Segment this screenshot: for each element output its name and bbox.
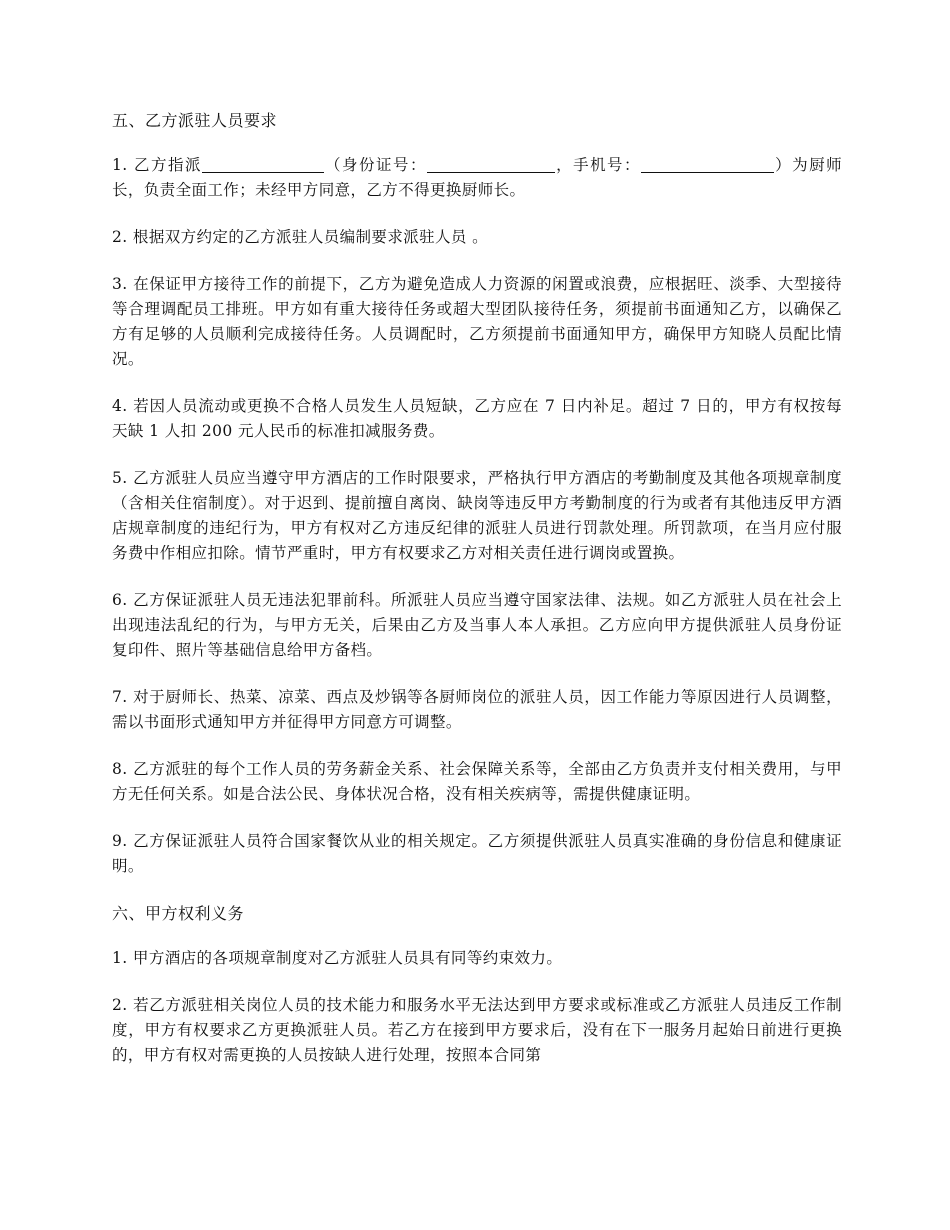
- clause-5-1: [112, 153, 842, 203]
- clause-text: ）为厨师长，负责全面工作；未经甲方同意，乙方不得更换厨师长。: [112, 156, 842, 199]
- document-page: [112, 108, 842, 1090]
- clause-5-7: 7. 对于厨师长、热菜、凉菜、西点及炒锅等各厨师岗位的派驻人员，因工作能力等原因进行人员调整，需以书面形式通知甲方并征得甲方同意方可调整。: [112, 688, 842, 731]
- clause-5-4: 4. 若因人员流动或更换不合格人员发生人员短缺，乙方应在 7 日内补足。超过 7 日的，甲方有权按每天缺 1 人扣 200 元人民币的标准扣减服务费。: [112, 397, 842, 440]
- phone-number-blank: [641, 154, 774, 173]
- clause-text: 1. 乙方指派: [112, 156, 202, 174]
- clause-5-5: 5. 乙方派驻人员应当遵守甲方酒店的工作时限要求，严格执行甲方酒店的考勤制度及其他各项规章制度（含相关住宿制度）。对于迟到、提前擅自离岗、缺岗等违反甲方考勤制度的行为或者有其他违反甲方酒店规章制度的违纪行为，甲方有权对乙方违反纪律的派驻人员进行罚款处理。所罚款项，在当月应付服务费中作相应扣除。情节严重时，甲方有权要求乙方对相关责任进行调岗或置换。: [112, 469, 842, 562]
- clause-5-6: 6. 乙方保证派驻人员无违法犯罪前科。所派驻人员应当遵守国家法律、法规。如乙方派驻人员在社会上出现违法乱纪的行为，与甲方无关，后果由乙方及当事人本人承担。乙方应向甲方提供派驻人员身份证复印件、照片等基础信息给甲方备档。: [112, 591, 842, 659]
- clause-5-3: 3. 在保证甲方接待工作的前提下，乙方为避免造成人力资源的闲置或浪费，应根据旺、淡季、大型接待等合理调配员工排班。甲方如有重大接待任务或超大型团队接待任务，须提前书面通知乙方，以确保乙方有足够的人员顺利完成接待任务。人员调配时，乙方须提前书面通知甲方，确保甲方知晓人员配比情况。: [112, 275, 842, 368]
- section-heading-6: 六、甲方权利义务: [112, 904, 245, 923]
- clause-text: （身份证号：: [323, 156, 427, 174]
- clause-5-9: 9. 乙方保证派驻人员符合国家餐饮从业的相关规定。乙方须提供派驻人员真实准确的身份信息和健康证明。: [112, 832, 842, 875]
- clause-5-2: 2. 根据双方约定的乙方派驻人员编制要求派驻人员 。: [112, 228, 489, 246]
- section-heading-5: 五、乙方派驻人员要求: [112, 111, 278, 130]
- clause-6-2: 2. 若乙方派驻相关岗位人员的技术能力和服务水平无法达到甲方要求或标准或乙方派驻人员违反工作制度，甲方有权要求乙方更换派驻人员。若乙方在接到甲方要求后，没有在下一服务月起始日前进行更换的，甲方有权对需更换的人员按缺人进行处理，按照本合同第: [112, 996, 842, 1064]
- name-blank: [202, 154, 324, 173]
- clause-text: ，手机号：: [555, 156, 642, 174]
- id-number-blank: [427, 154, 555, 173]
- clause-6-1: 1. 甲方酒店的各项规章制度对乙方派驻人员具有同等约束效力。: [112, 949, 563, 967]
- clause-5-8: 8. 乙方派驻的每个工作人员的劳务薪金关系、社会保障关系等，全部由乙方负责并支付相关费用，与甲方无任何关系。如是合法公民、身体状况合格，没有相关疾病等，需提供健康证明。: [112, 760, 842, 803]
